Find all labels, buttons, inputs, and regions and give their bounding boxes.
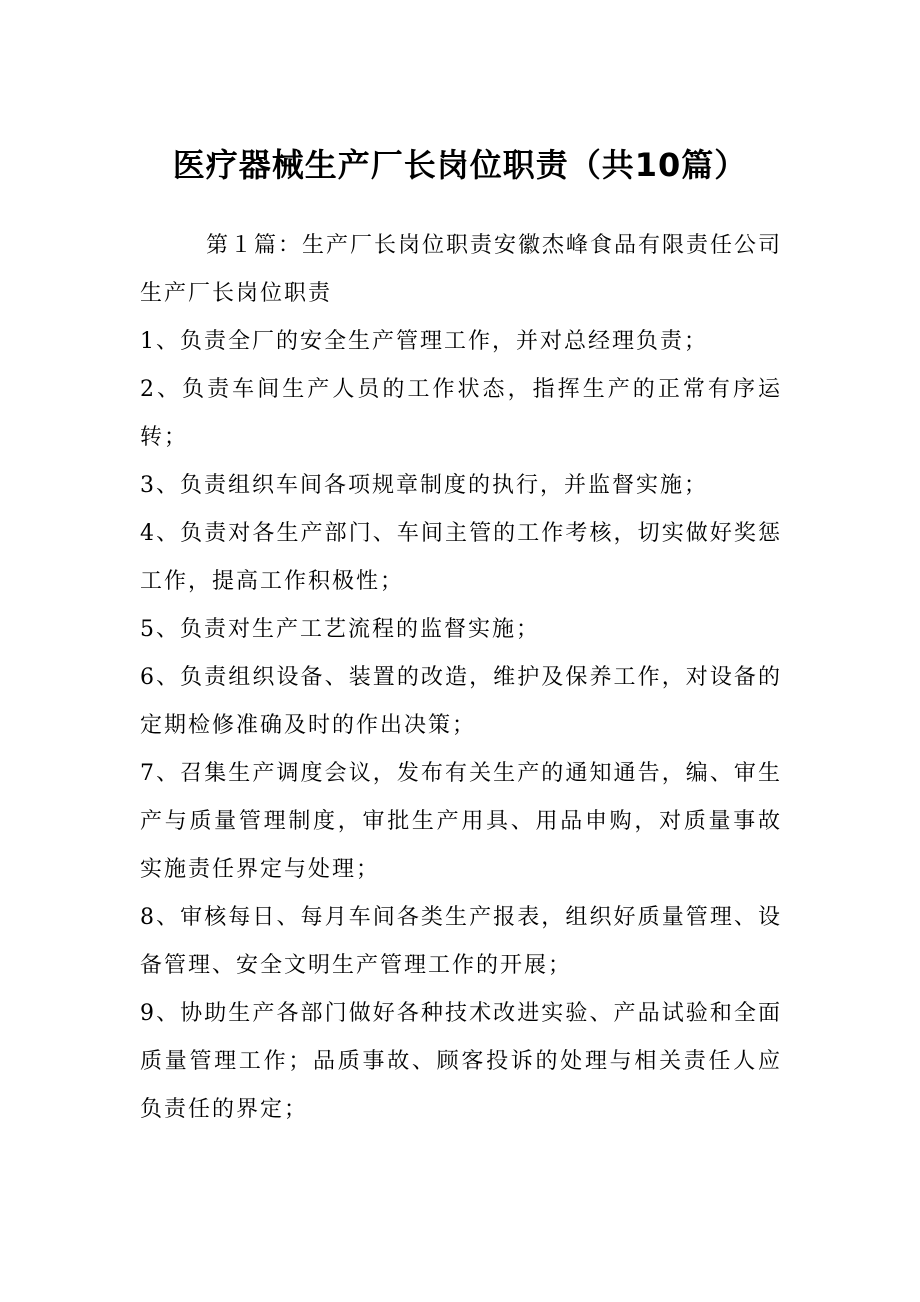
duty-item-8: 8、审核每日、每月车间各类生产报表，组织好质量管理、设备管理、安全文明生产管理工作的开展； <box>140 905 782 978</box>
duty-item-5: 5、负责对生产工艺流程的监督实施； <box>140 617 540 642</box>
duty-item-9: 9、协助生产各部门做好各种技术改进实验、产品试验和全面质量管理工作；品质事故、顾客投诉的处理与相关责任人应负责任的界定； <box>140 1001 782 1122</box>
intro-paragraph: 第１篇：生产厂长岗位职责安徽杰峰食品有限责任公司 <box>206 233 783 258</box>
duty-item-7: 7、召集生产调度会议，发布有关生产的通知通告，编、审生产与质量管理制度，审批生产用具、用品申购，对质量事故实施责任界定与处理； <box>140 761 782 882</box>
document-body <box>140 222 782 1134</box>
duty-item-6: 6、负责组织设备、装置的改造，维护及保养工作，对设备的定期检修准确及时的作出决策； <box>140 665 782 738</box>
document-title: 医疗器械生产厂长岗位职责（共10篇） <box>172 146 748 184</box>
duty-item-2: 2、负责车间生产人员的工作状态，指挥生产的正常有序运转； <box>140 377 782 450</box>
subheading: 生产厂长岗位职责 <box>140 281 333 306</box>
duty-item-4: 4、负责对各生产部门、车间主管的工作考核，切实做好奖惩工作，提高工作积极性； <box>140 521 782 594</box>
duty-item-1: 1、负责全厂的安全生产管理工作，并对总经理负责； <box>140 329 708 354</box>
duty-item-3: 3、负责组织车间各项规章制度的执行，并监督实施； <box>140 473 708 498</box>
